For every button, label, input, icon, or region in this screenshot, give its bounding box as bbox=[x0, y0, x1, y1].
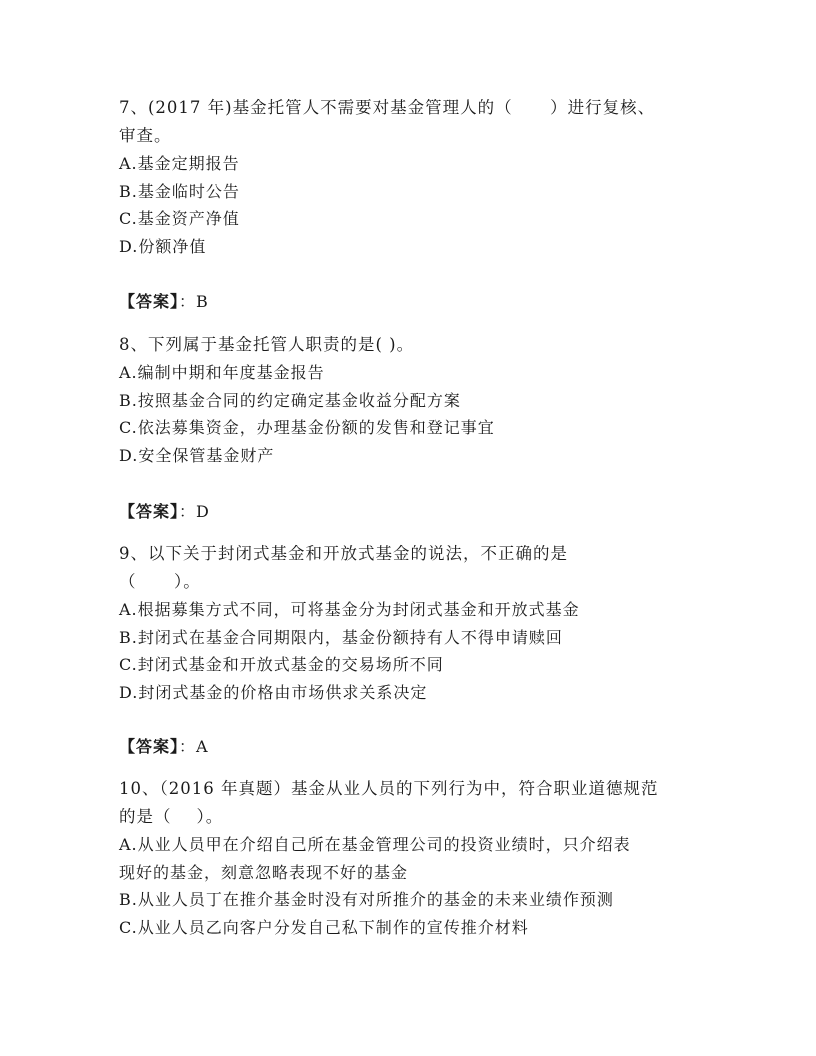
option-a: A.编制中期和年度基金报告 bbox=[119, 363, 325, 382]
question-stem-line: （ ）。 bbox=[119, 572, 201, 591]
question-7 bbox=[119, 94, 699, 260]
option-list bbox=[119, 831, 699, 941]
answer-separator: ： bbox=[179, 292, 197, 311]
answer-separator: ： bbox=[179, 737, 197, 756]
option-list bbox=[119, 359, 699, 469]
option-a: A.根据募集方式不同，可将基金分为封闭式基金和开放式基金 bbox=[119, 600, 580, 619]
question-8 bbox=[119, 331, 699, 469]
question-stem-line: 9、以下关于封闭式基金和开放式基金的说法，不正确的是 bbox=[119, 544, 568, 563]
answer-value: D bbox=[196, 502, 210, 521]
answer-label: 【答案】 bbox=[119, 292, 180, 311]
question-10 bbox=[119, 775, 699, 941]
option-a: A.从业人员甲在介绍自己所在基金管理公司的投资业绩时，只介绍表 bbox=[119, 835, 631, 854]
option-c: C.封闭式基金和开放式基金的交易场所不同 bbox=[119, 655, 444, 674]
option-c: C.基金资产净值 bbox=[119, 209, 240, 228]
option-a: A.基金定期报告 bbox=[119, 154, 240, 173]
option-d: D.份额净值 bbox=[119, 236, 207, 256]
answer-8 bbox=[119, 500, 210, 524]
option-b: B.按照基金合同的约定确定基金收益分配方案 bbox=[119, 390, 461, 410]
option-b: B.基金临时公告 bbox=[119, 181, 240, 201]
option-b: B.封闭式在基金合同期限内，基金份额持有人不得申请赎回 bbox=[119, 627, 563, 647]
question-stem-line: 8、下列属于基金托管人职责的是( )。 bbox=[119, 335, 415, 354]
answer-7 bbox=[119, 290, 209, 314]
answer-9 bbox=[119, 735, 209, 759]
option-c: C.从业人员乙向客户分发自己私下制作的宣传推介材料 bbox=[119, 917, 529, 937]
question-stem-line: 7、(2017 年)基金托管人不需要对基金管理人的（ ）进行复核、 bbox=[119, 98, 656, 117]
option-d: D.封闭式基金的价格由市场供求关系决定 bbox=[119, 682, 428, 702]
option-list bbox=[119, 150, 699, 260]
option-list bbox=[119, 596, 699, 706]
option-a-continued: 现好的基金，刻意忽略表现不好的基金 bbox=[119, 862, 409, 882]
answer-label: 【答案】 bbox=[119, 502, 180, 521]
answer-value: B bbox=[196, 292, 209, 311]
option-c: C.依法募集资金，办理基金份额的发售和登记事宜 bbox=[119, 418, 495, 437]
option-b: B.从业人员丁在推介基金时没有对所推介的基金的未来业绩作预测 bbox=[119, 890, 614, 909]
answer-separator: ： bbox=[179, 502, 197, 521]
question-9 bbox=[119, 540, 699, 706]
question-stem-line: 的是（ ）。 bbox=[119, 807, 224, 826]
answer-label: 【答案】 bbox=[119, 737, 180, 756]
question-stem-line: 审查。 bbox=[119, 126, 172, 145]
question-stem-line: 10、（2016 年真题）基金从业人员的下列行为中，符合职业道德规范 bbox=[119, 779, 659, 798]
option-d: D.安全保管基金财产 bbox=[119, 445, 275, 465]
answer-value: A bbox=[196, 737, 209, 756]
